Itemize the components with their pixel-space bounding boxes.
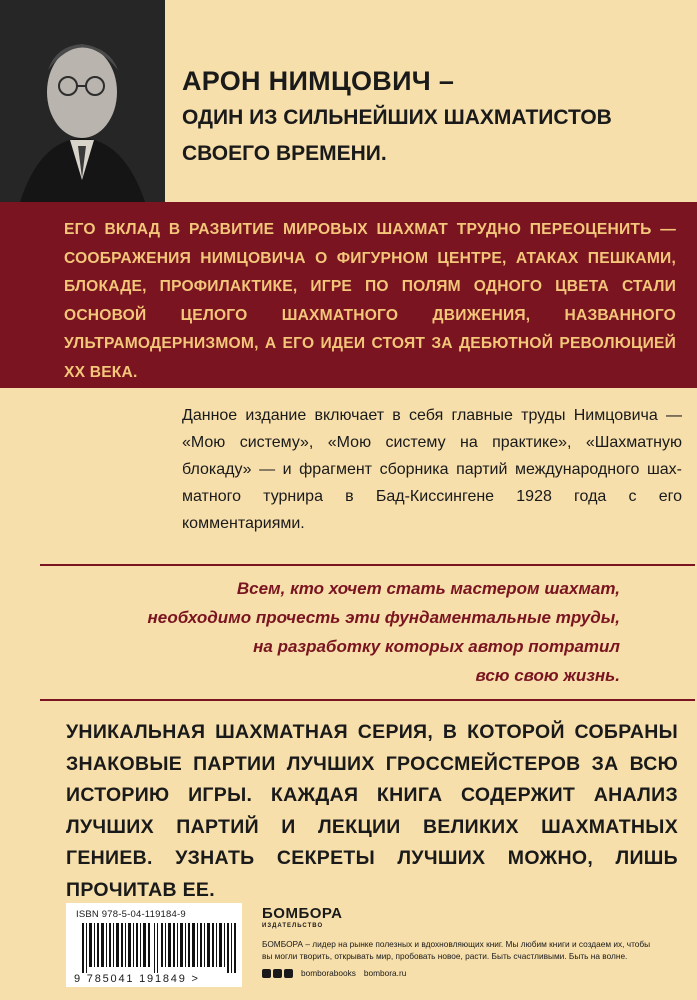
social-network-icon-1 xyxy=(262,969,271,978)
highlight-band xyxy=(0,202,697,388)
title-line-1: ОДИН ИЗ СИЛЬНЕЙШИХ ШАХМАТИСТОВ xyxy=(182,106,612,129)
barcode-icon xyxy=(82,923,236,973)
series-text: УНИКАЛЬНАЯ ШАХМАТНАЯ СЕРИЯ, В КОТОРОЙ СОБРАНЫ ЗНАКОВЫЕ ПАРТИИ ЛУЧШИХ ГРОССМЕЙСТЕРОВ ЗА ВСЮ ИСТОРИЮ ИГРЫ. КАЖДАЯ КНИГА СОДЕРЖИТ АНАЛИЗ ЛУЧШИХ ПАРТИЙ И ЛЕКЦИИ ВЕЛИКИХ ШАХМАТНЫХ ГЕНИЕВ. УЗНАТЬ СЕКРЕТЫ ЛУЧШИХ МОЖНО, ЛИШЬ ПРОЧИТАВ ЕЕ. xyxy=(66,721,678,901)
social-icons xyxy=(262,969,293,978)
quote-line-3: на разработку которых автор потратил xyxy=(253,637,620,656)
title-line-2: СВОЕГО ВРЕМЕНИ. xyxy=(182,142,387,165)
description-text: Данное издание включает в себя главные труды Нимцовича — «Мою систему», «Мою систему на практике», «Шахматную блокаду» — и фрагмент сборника партий международного шахматного турнира в Бад-Киссингене 1928 года с его комментариями. xyxy=(182,407,682,532)
publisher-website[interactable]: bombora.ru xyxy=(363,968,407,978)
title-block xyxy=(182,62,682,172)
publisher-logo: БОМБОРА xyxy=(262,905,343,922)
barcode-digits: 9 785041 191849 > xyxy=(74,973,200,985)
isbn-label: ISBN 978-5-04-119184-9 xyxy=(76,909,186,920)
quote-line-1: Всем, кто хочет стать мастером шахмат, xyxy=(236,579,620,598)
portrait-image xyxy=(0,0,165,202)
publisher-logo-sub: ИЗДАТЕЛЬСТВО xyxy=(262,923,324,929)
social-network-icon-3 xyxy=(284,969,293,978)
social-handle[interactable]: bomborabooks xyxy=(301,968,356,978)
publisher-slogan: БОМБОРА – лидер на рынке полезных и вдохновляющих книг. Мы любим книги и создаем их, чтобы вы могли творить, открывать мир, пробовать новое, расти. Быть счастливыми. Быть на волне. xyxy=(262,939,651,961)
author-photo xyxy=(0,0,165,202)
band-text: ЕГО ВКЛАД В РАЗВИТИЕ МИРОВЫХ ШАХМАТ ТРУДНО ПЕРЕОЦЕНИТЬ — СООБРАЖЕНИЯ НИМЦОВИЧА О ФИГУРНОМ ЦЕНТРЕ, АТАКАХ ПЕШКАМИ, БЛОКАДЕ, ПРОФИЛАКТИКЕ, ИГРЕ ПО ПОЛЯМ ОДНОГО ЦВЕТА СТАЛИ ОСНОВОЙ ЦЕЛОГО ШАХМАТНОГО ДВИЖЕНИЯ, НАЗВАННОГО УЛЬТРАМОДЕРНИЗМОМ, А ЕГО ИДЕИ СТОЯТ ЗА ДЕБЮТНОЙ РЕВОЛЮЦИЕЙ XX ВЕКА. xyxy=(64,221,676,381)
quote-line-4: всю свою жизнь. xyxy=(475,666,620,685)
author-name: АРОН НИМЦОВИЧ – xyxy=(182,66,455,96)
publisher-block xyxy=(262,906,692,978)
quote-line-2: необходимо прочесть эти фундаментальные труды, xyxy=(147,608,620,627)
divider-bottom xyxy=(40,699,695,701)
social-network-icon-2 xyxy=(273,969,282,978)
divider-top xyxy=(40,564,695,566)
publisher-social xyxy=(262,968,692,978)
quote-block xyxy=(60,574,620,690)
barcode-box xyxy=(66,903,242,987)
